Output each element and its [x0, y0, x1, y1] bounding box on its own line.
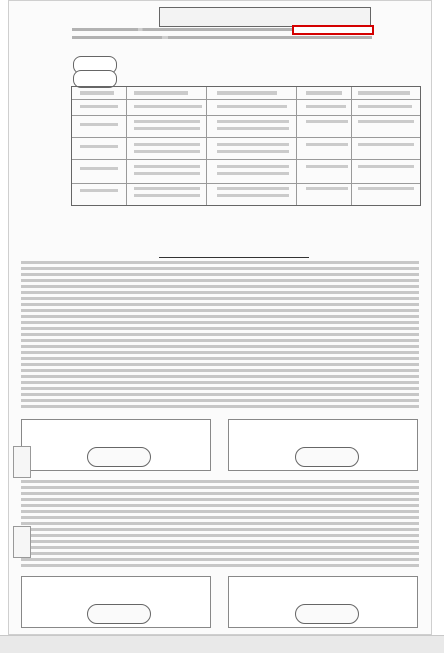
table-column	[296, 87, 297, 205]
cell-text	[134, 194, 200, 197]
paragraph-line	[21, 516, 419, 519]
document-title	[159, 7, 371, 27]
cell-text	[217, 172, 289, 175]
paragraph-line	[21, 273, 419, 276]
stamp-mark	[13, 526, 31, 558]
cell-text	[134, 105, 202, 108]
cell-text	[80, 105, 118, 108]
paragraph-line	[21, 357, 419, 360]
cell-text	[217, 187, 289, 190]
signature-oval	[295, 447, 359, 467]
cell-text	[217, 143, 289, 146]
paragraph-line	[21, 261, 419, 264]
table-column	[351, 87, 352, 205]
paragraph-line	[21, 285, 419, 288]
cell-text	[217, 91, 277, 95]
paragraph-line	[21, 486, 419, 489]
paragraph-line	[21, 480, 419, 483]
paragraph-line	[21, 297, 419, 300]
table-column	[126, 87, 127, 205]
cell-text	[134, 91, 188, 95]
cell-text	[306, 120, 348, 123]
paragraph-line	[21, 303, 419, 306]
redaction-red-box	[292, 25, 374, 35]
paragraph-line	[21, 333, 419, 336]
cell-text	[134, 150, 200, 153]
cell-text	[217, 150, 289, 153]
paragraph-line	[21, 534, 419, 537]
paragraph-line	[21, 564, 419, 567]
table-row	[72, 115, 420, 116]
cell-text	[217, 120, 289, 123]
cell-text	[306, 187, 348, 190]
cell-text	[358, 143, 414, 146]
signature-oval	[87, 604, 151, 624]
paragraph-line	[21, 387, 419, 390]
cell-text	[306, 91, 342, 95]
paragraph-line	[21, 498, 419, 501]
paragraph-line	[21, 369, 419, 372]
cell-text	[217, 105, 287, 108]
paragraph-line	[21, 291, 419, 294]
table-row	[72, 99, 420, 100]
cell-text	[358, 120, 414, 123]
cell-text	[358, 91, 410, 95]
paragraph-line	[21, 363, 419, 366]
paragraph-line	[21, 279, 419, 282]
paragraph-line	[21, 309, 419, 312]
cell-text	[306, 165, 348, 168]
cell-text	[306, 105, 346, 108]
cell-text	[80, 189, 118, 192]
paragraph-line	[21, 510, 419, 513]
info-table	[71, 86, 421, 206]
paragraph-line	[21, 399, 419, 402]
paragraph-line	[21, 552, 419, 555]
cell-text	[134, 165, 200, 168]
paragraph-line	[21, 375, 419, 378]
cell-text	[306, 143, 348, 146]
cell-text	[134, 172, 200, 175]
table-row	[72, 183, 420, 184]
cell-text	[217, 127, 289, 130]
section-title	[159, 245, 309, 258]
paragraph-line	[21, 351, 419, 354]
table-row	[72, 137, 420, 138]
cell-text	[358, 165, 414, 168]
paragraph-line	[21, 522, 419, 525]
cell-text	[217, 194, 289, 197]
cell-text	[217, 165, 289, 168]
paragraph-line	[21, 504, 419, 507]
paragraph-line	[21, 345, 419, 348]
cell-text	[80, 123, 118, 126]
cell-text	[358, 187, 414, 190]
paragraph-line	[21, 528, 419, 531]
viewer-status-strip	[0, 635, 444, 653]
paragraph-line	[21, 492, 419, 495]
scanned-document	[8, 0, 432, 635]
paragraph-line	[21, 540, 419, 543]
paragraph-line	[21, 558, 419, 561]
signature-oval	[87, 447, 151, 467]
paragraph-line	[21, 267, 419, 270]
paragraph-line	[21, 405, 419, 408]
cell-text	[80, 91, 114, 95]
signature-oval	[295, 604, 359, 624]
paragraph-line	[21, 315, 419, 318]
paragraph-line	[21, 327, 419, 330]
paragraph-line	[21, 381, 419, 384]
cell-text	[134, 120, 200, 123]
stamp-mark	[13, 446, 31, 478]
paragraph-line	[21, 393, 419, 396]
text-line	[72, 28, 292, 31]
table-row	[72, 159, 420, 160]
cell-text	[358, 105, 412, 108]
text-line	[72, 36, 372, 39]
paragraph-line	[21, 339, 419, 342]
cell-text	[80, 167, 118, 170]
paragraph-line	[21, 546, 419, 549]
cell-text	[80, 145, 118, 148]
paragraph-line	[21, 321, 419, 324]
table-column	[206, 87, 207, 205]
cell-text	[134, 187, 200, 190]
cell-text	[134, 127, 200, 130]
cell-text	[134, 143, 200, 146]
